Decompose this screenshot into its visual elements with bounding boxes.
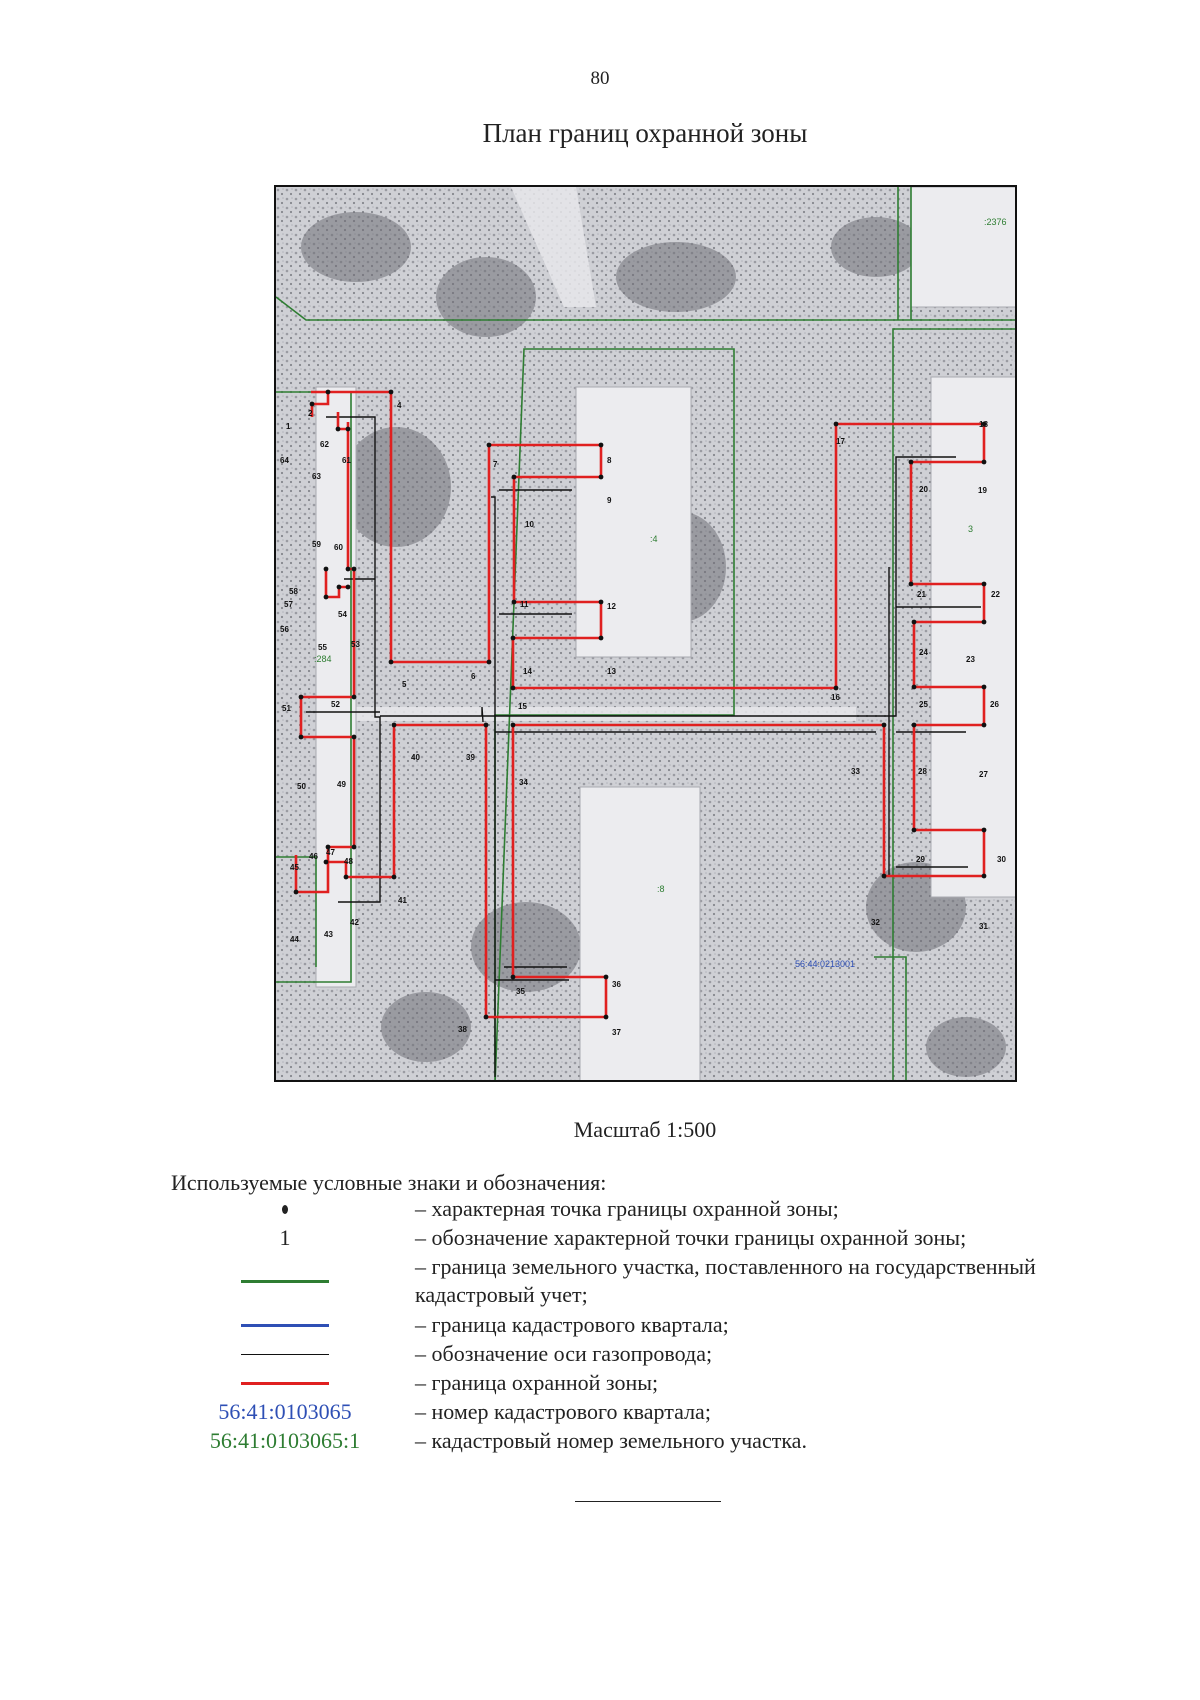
quarter-line-symbol bbox=[195, 1311, 375, 1339]
point-label: 34 bbox=[519, 778, 528, 787]
point-label: 27 bbox=[979, 770, 988, 779]
point-label: 14 bbox=[523, 667, 532, 676]
point-label: 23 bbox=[966, 655, 975, 664]
point-label: 53 bbox=[351, 640, 360, 649]
map-frame bbox=[274, 185, 1017, 1082]
point-label: 19 bbox=[978, 486, 987, 495]
point-label: 54 bbox=[338, 610, 347, 619]
map-canvas bbox=[276, 187, 1017, 1082]
legend-text: – обозначение оси газопровода; bbox=[415, 1341, 713, 1366]
point-label: 18 bbox=[979, 420, 988, 429]
page-number: 80 bbox=[590, 68, 610, 89]
legend-item-point-label bbox=[0, 1224, 1200, 1252]
point-label: 22 bbox=[991, 590, 1000, 599]
point-label: 6 bbox=[471, 672, 476, 681]
point-label: 21 bbox=[917, 590, 926, 599]
point-label: 2 bbox=[308, 409, 313, 418]
legend-text: – граница земельного участка, поставленного на государственный кадастровый учет; bbox=[415, 1254, 1036, 1307]
point-label-sample: 1 bbox=[279, 1225, 291, 1250]
point-label: 61 bbox=[342, 456, 351, 465]
point-label: 11 bbox=[520, 600, 529, 609]
point-label: 32 bbox=[871, 918, 880, 927]
parcel-number-symbol bbox=[195, 1427, 375, 1455]
point-label: 44 bbox=[290, 935, 299, 944]
point-label: 59 bbox=[312, 540, 321, 549]
point-label: 41 bbox=[398, 896, 407, 905]
point-label: 46 bbox=[309, 852, 318, 861]
point-label: 33 bbox=[851, 767, 860, 776]
legend-text: – характерная точка границы охранной зоны; bbox=[415, 1196, 839, 1221]
point-label: 36 bbox=[612, 980, 621, 989]
legend-item-parcel-boundary bbox=[0, 1253, 1200, 1307]
point-label: 20 bbox=[919, 485, 928, 494]
point-label: 7 bbox=[493, 460, 498, 469]
end-rule bbox=[575, 1501, 721, 1502]
green-line-icon bbox=[241, 1280, 329, 1283]
point-label: 1 bbox=[286, 422, 291, 431]
parcel-line-symbol bbox=[195, 1267, 375, 1295]
point-label: 64 bbox=[280, 456, 289, 465]
point-label: 52 bbox=[331, 700, 340, 709]
red-line-icon bbox=[241, 1382, 329, 1385]
legend-text: – граница охранной зоны; bbox=[415, 1370, 659, 1395]
point-label: 48 bbox=[344, 857, 353, 866]
legend-text: – обозначение характерной точки границы охранной зоны; bbox=[415, 1225, 967, 1250]
axis-line-symbol bbox=[195, 1340, 375, 1368]
point-label: 49 bbox=[337, 780, 346, 789]
point-label: 56 bbox=[280, 625, 289, 634]
parcel-number-sample: 56:41:0103065:1 bbox=[209, 1428, 361, 1453]
point-symbol bbox=[195, 1195, 375, 1223]
point-label: 37 bbox=[612, 1028, 621, 1037]
point-label: 17 bbox=[836, 437, 845, 446]
point-label: 30 bbox=[997, 855, 1006, 864]
point-label: 8 bbox=[607, 456, 612, 465]
point-label: 35 bbox=[516, 987, 525, 996]
legend-text: – номер кадастрового квартала; bbox=[415, 1399, 711, 1424]
point-label: 40 bbox=[411, 753, 420, 762]
point-label: 28 bbox=[918, 767, 927, 776]
point-label: 63 bbox=[312, 472, 321, 481]
quarter-label: 56:44:0213001 bbox=[795, 959, 856, 969]
legend-item-parcel-number bbox=[0, 1427, 1200, 1455]
point-label: 42 bbox=[350, 918, 359, 927]
point-label: 43 bbox=[324, 930, 333, 939]
point-label: 47 bbox=[326, 848, 335, 857]
point-label: 31 bbox=[979, 922, 988, 931]
point-label: 51 bbox=[282, 704, 291, 713]
legend-item-zone-boundary bbox=[0, 1369, 1200, 1397]
parcel-label: :284 bbox=[314, 654, 332, 664]
point-label: 57 bbox=[284, 600, 293, 609]
point-label: 55 bbox=[318, 643, 327, 652]
point-label: 25 bbox=[919, 700, 928, 709]
parcel-label: 3 bbox=[968, 524, 974, 534]
point-label: 16 bbox=[831, 693, 840, 702]
blue-line-icon bbox=[241, 1324, 329, 1327]
point-label: 10 bbox=[525, 520, 534, 529]
point-label: 50 bbox=[297, 782, 306, 791]
point-dot-icon bbox=[282, 1205, 288, 1214]
zone-line-symbol bbox=[195, 1369, 375, 1397]
legend-item-pipeline-axis bbox=[0, 1340, 1200, 1368]
map-scale: Масштаб 1:500 bbox=[573, 1117, 717, 1142]
legend-text: – граница кадастрового квартала; bbox=[415, 1312, 729, 1337]
point-label: 15 bbox=[518, 702, 527, 711]
quarter-number-sample: 56:41:0103065 bbox=[218, 1399, 352, 1424]
point-label: 62 bbox=[320, 440, 329, 449]
point-label: 13 bbox=[607, 667, 616, 676]
parcel-label: :8 bbox=[657, 884, 665, 894]
legend-item-quarter-boundary bbox=[0, 1311, 1200, 1339]
point-label: 4 bbox=[397, 401, 402, 410]
point-label: 39 bbox=[466, 753, 475, 762]
legend-title: Используемые условные знаки и обозначения: bbox=[171, 1170, 607, 1195]
legend-text: – кадастровый номер земельного участка. bbox=[415, 1428, 807, 1453]
point-label: 58 bbox=[289, 587, 298, 596]
black-line-icon bbox=[241, 1354, 329, 1355]
parcel-label: :2376 bbox=[984, 217, 1007, 227]
point-label: 12 bbox=[607, 602, 616, 611]
parcel-label: :4 bbox=[650, 534, 658, 544]
page-title: План границ охранной зоны bbox=[482, 118, 808, 148]
point-label: 24 bbox=[919, 648, 928, 657]
point-label: 45 bbox=[290, 863, 299, 872]
quarter-number-symbol bbox=[195, 1398, 375, 1426]
legend-item-quarter-number bbox=[0, 1398, 1200, 1426]
point-label: 26 bbox=[990, 700, 999, 709]
legend-item-point bbox=[0, 1195, 1200, 1223]
point-label: 60 bbox=[334, 543, 343, 552]
point-label: 29 bbox=[916, 855, 925, 864]
point-label-symbol bbox=[195, 1224, 375, 1252]
point-label: 38 bbox=[458, 1025, 467, 1034]
point-label: 5 bbox=[402, 680, 407, 689]
point-label: 9 bbox=[607, 496, 612, 505]
